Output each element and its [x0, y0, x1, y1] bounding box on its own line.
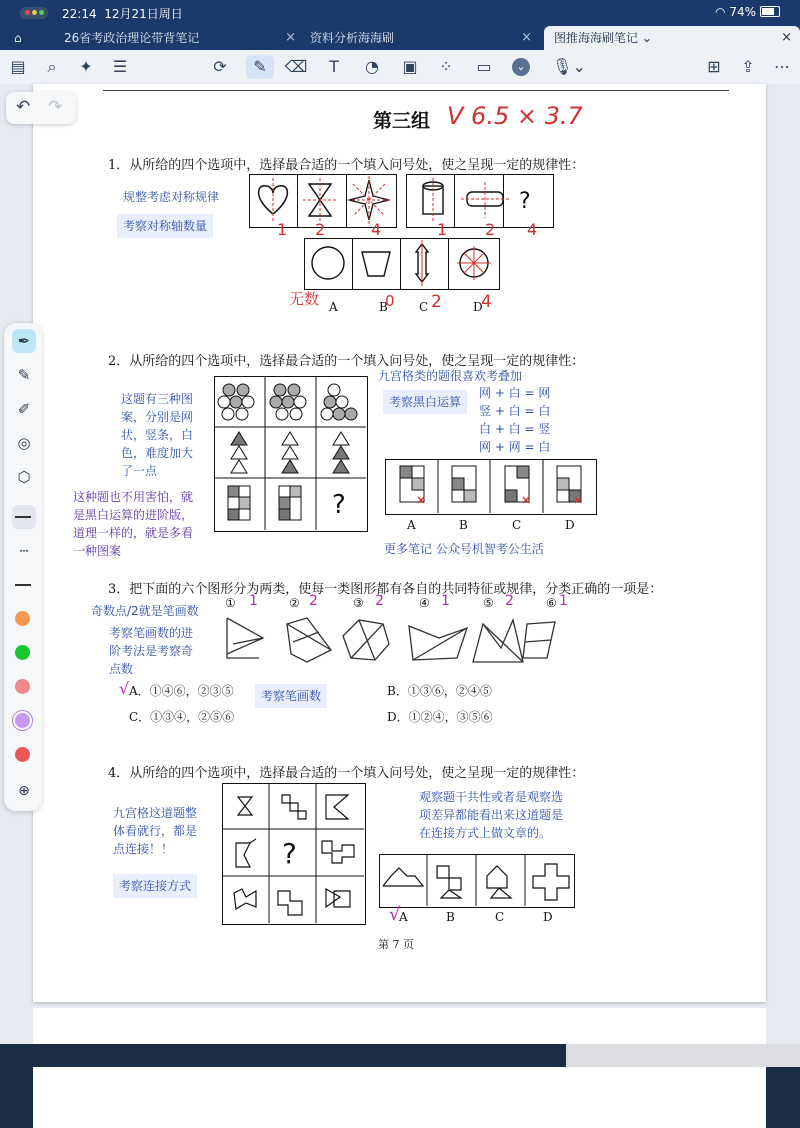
q2-option-b[interactable]: B — [459, 518, 468, 532]
q3-label-4: ④ — [419, 596, 430, 610]
q2-grid-figures — [214, 376, 368, 532]
wifi-icon: ◠ — [715, 5, 726, 19]
tab-politics-notes[interactable]: 26省考政治理论带背笔记 × — [54, 26, 304, 50]
pen-icon[interactable]: ✎ — [246, 55, 274, 79]
q1-mark: 4 — [371, 220, 382, 239]
toolbar — [0, 50, 800, 85]
eraser-icon[interactable]: ⌫ — [284, 57, 308, 76]
stroke-thin-line[interactable] — [15, 584, 31, 586]
q2-note-left-2: 案，分别是网 — [121, 410, 194, 424]
q1-note-axis-count: 考察对称轴数量 — [117, 214, 213, 238]
q2-note-tag: 考察黑白运算 — [383, 390, 467, 414]
q4-note-right-2: 项差异都能看出来这道题是 — [419, 808, 564, 822]
tab-data-analysis[interactable]: 资料分析海海刷 × — [300, 26, 540, 50]
tab-graph-notes[interactable]: 图推海海刷笔记 ⌄ × — [544, 26, 800, 50]
q1-mark: 2 — [485, 220, 496, 239]
q2-note-left-4: 色，难度加大 — [121, 446, 194, 460]
question-4-text: 4．从所给的四个选项中，选择最合适的一个填入问号处，使之呈现一定的规律性： — [108, 766, 585, 781]
ai-sparkle-icon[interactable]: ✦ — [79, 57, 93, 76]
more-icon[interactable]: ⋯ — [774, 57, 790, 76]
elements-icon[interactable]: ⁘ — [439, 57, 453, 76]
title-note: V 6.5 × 3.7 — [447, 102, 583, 130]
q1-mark: 1 — [437, 220, 448, 239]
more-tools-icon[interactable]: ⌄ — [512, 58, 530, 76]
color-swatch-purple[interactable] — [15, 713, 30, 728]
q2-note-left-3: 状，竖条，白 — [121, 428, 194, 442]
question-1-text: 1．从所给的四个选项中，选择最合适的一个填入问号处，使之呈现一定的规律性： — [108, 158, 585, 173]
q3-option-c[interactable]: C．①③④，②⑤⑥ — [129, 710, 235, 724]
q4-check-icon: √ — [389, 904, 401, 925]
q2-note-purple-3: 道理一样的，就是多看 — [73, 526, 194, 540]
q4-option-d[interactable]: D — [543, 910, 553, 924]
q3-note-tag: 考察笔画数 — [255, 684, 327, 708]
q1-option-c[interactable]: C — [419, 300, 429, 314]
highlighter-icon[interactable]: ◎ — [17, 434, 31, 452]
q2-rule-4: 网 + 网 = 白 — [479, 440, 551, 454]
page-title: 第三组 — [373, 110, 431, 132]
q1-mark: 4 — [527, 220, 538, 239]
q3-label-2: ② — [289, 596, 300, 610]
q4-note-left-2: 体看就行，都是 — [113, 824, 198, 838]
q3-mark: 1 — [441, 593, 450, 609]
q3-mark: 1 — [559, 593, 568, 609]
q4-grid-figures — [222, 783, 366, 925]
add-page-icon[interactable]: ⊞ — [707, 57, 721, 76]
q2-note-purple-4: 一种图案 — [73, 544, 122, 558]
fountain-pen-icon[interactable]: ✒ — [12, 329, 36, 353]
q3-mark: 2 — [375, 593, 384, 609]
q3-option-b[interactable]: B．①③⑥，②④⑤ — [387, 684, 492, 698]
brush-pen-icon[interactable]: ✐ — [17, 400, 31, 418]
q3-note-1: 考察笔画数的进 — [109, 626, 194, 640]
q2-option-a[interactable]: A — [407, 518, 416, 532]
q2-rule-2: 竖 + 白 = 白 — [479, 404, 551, 418]
q2-note-purple-2: 是黑白运算的进阶版， — [73, 508, 194, 522]
q3-option-d[interactable]: D．①②④，③⑤⑥ — [387, 710, 493, 724]
undo-icon[interactable]: ↶ — [16, 97, 31, 117]
image-icon[interactable]: ▣ — [402, 57, 418, 76]
color-swatch-pink[interactable] — [15, 679, 30, 694]
q2-question-mark: ? — [332, 490, 346, 520]
redo-icon[interactable]: ↷ — [48, 97, 63, 117]
q2-note-purple-1: 这种题也不用害怕，就 — [73, 490, 194, 504]
q1-option-b[interactable]: B — [379, 300, 388, 314]
color-swatch-orange[interactable] — [15, 611, 30, 626]
close-icon: × — [781, 30, 792, 45]
status-time: 22:14 12月21日周日 — [62, 7, 183, 21]
pen-tool-panel — [4, 323, 42, 811]
q1-option-a-mark: 无数 — [289, 290, 320, 308]
search-icon[interactable]: ⌕ — [47, 57, 57, 76]
close-icon: × — [521, 30, 532, 45]
q4-option-figures — [379, 854, 575, 908]
q2-note-left-5: 了一点 — [121, 464, 158, 478]
q3-check-icon: √ — [119, 679, 130, 698]
shape-pen-icon[interactable]: ⬡ — [17, 468, 31, 486]
q2-note-left-1: 这题有三种图 — [121, 392, 194, 406]
color-swatch-green[interactable] — [15, 645, 30, 660]
q2-note-overlay: 九宫格类的题很喜欢考叠加 — [378, 369, 523, 383]
next-page — [33, 1008, 766, 1128]
textbox-icon[interactable]: T — [329, 57, 339, 76]
q3-figures — [223, 614, 563, 666]
q2-option-d[interactable]: D — [565, 518, 575, 532]
microphone-icon[interactable]: 🎙⌄ — [552, 57, 586, 76]
bottom-strip — [0, 1044, 800, 1067]
q4-question-mark: ? — [282, 837, 297, 870]
dashed-stroke-icon[interactable]: ┄ — [19, 542, 29, 560]
q4-note-right-3: 在连接方式上做文章的。 — [419, 826, 552, 840]
q4-note-tag: 考察连接方式 — [113, 874, 197, 898]
q3-note-odd-points: 奇数点/2就是笔画数 — [91, 604, 199, 618]
adjacent-window — [566, 1044, 800, 1067]
q3-mark: 1 — [249, 593, 258, 609]
battery-indicator: ◠ 74% — [715, 5, 780, 19]
q1-option-d-mark: 4 — [481, 292, 492, 312]
canvas — [0, 84, 800, 1067]
q4-option-c[interactable]: C — [495, 910, 505, 924]
undo-redo-bar — [6, 92, 76, 124]
stroke-thick-line — [15, 516, 31, 518]
sidebar-icon[interactable]: ▤ — [10, 57, 26, 76]
q3-note-3: 点数 — [109, 662, 134, 676]
q1-option-d[interactable]: D — [473, 300, 483, 314]
color-swatch-red[interactable] — [15, 747, 30, 762]
q1-option-figures — [304, 238, 498, 288]
q4-note-left-3: 点连接！！ — [113, 842, 174, 856]
q3-label-3: ③ — [353, 596, 364, 610]
q3-mark: 2 — [505, 593, 514, 609]
q1-mark: 2 — [315, 220, 326, 239]
q3-option-a[interactable]: A．①④⑥，②③⑤ — [129, 684, 234, 698]
page-number: 第 7 页 — [378, 938, 414, 951]
question-3-text: 3．把下面的六个图形分为两类，使每一类图形都有各自的共同特征或规律，分类正确的一项是： — [108, 582, 663, 597]
q1-option-a[interactable]: A — [329, 300, 338, 314]
battery-icon — [760, 6, 780, 17]
tab-bar — [0, 26, 800, 50]
ball-pen-icon[interactable]: ✎ — [17, 366, 31, 384]
q4-note-right-1: 观察题干共性或者是观察选 — [419, 790, 564, 804]
q2-rule-1: 网 + 白 = 网 — [479, 386, 551, 400]
notebook-page — [33, 84, 766, 1002]
q2-rule-3: 白 + 白 = 竖 — [479, 422, 551, 436]
q1-question-mark: ? — [519, 189, 531, 214]
q1-mark: 1 — [277, 220, 288, 239]
shape-icon[interactable]: ◔ — [365, 57, 379, 76]
q2-note-bottom: 更多笔记 公众号机智考公生活 — [384, 542, 544, 556]
multitask-dots-icon[interactable] — [20, 7, 48, 19]
page-header-rule — [103, 90, 729, 91]
q4-option-a[interactable]: A — [399, 910, 408, 924]
q3-label-6: ⑥ — [546, 596, 557, 610]
q1-option-c-mark: 2 — [431, 292, 442, 312]
q1-stem-figures — [249, 174, 549, 226]
q4-option-b[interactable]: B — [446, 910, 455, 924]
q2-option-figures — [385, 459, 597, 515]
lasso-icon[interactable]: ⟳ — [213, 57, 227, 76]
q1-option-b-mark: 0 — [385, 292, 395, 310]
sticky-note-icon[interactable]: ▭ — [476, 57, 492, 76]
q3-label-1: ① — [225, 596, 236, 610]
close-icon: × — [285, 30, 296, 45]
share-icon[interactable]: ⇪ — [741, 57, 755, 76]
q3-label-5: ⑤ — [483, 596, 494, 610]
q4-note-left-1: 九宫格这道题整 — [113, 806, 198, 820]
q2-option-c[interactable]: C — [512, 518, 522, 532]
q1-note-symmetry: 规整考虑对称规律 — [123, 190, 220, 204]
question-2-text: 2．从所给的四个选项中，选择最合适的一个填入问号处，使之呈现一定的规律性： — [108, 354, 585, 369]
q3-mark: 2 — [309, 593, 318, 609]
document-icon[interactable]: ☰ — [112, 57, 128, 76]
status-bar — [0, 0, 800, 26]
q3-note-2: 阶考法是考察奇 — [109, 644, 194, 658]
home-icon[interactable]: ⌂ — [14, 31, 22, 45]
add-color-icon[interactable]: ⊕ — [18, 783, 30, 799]
